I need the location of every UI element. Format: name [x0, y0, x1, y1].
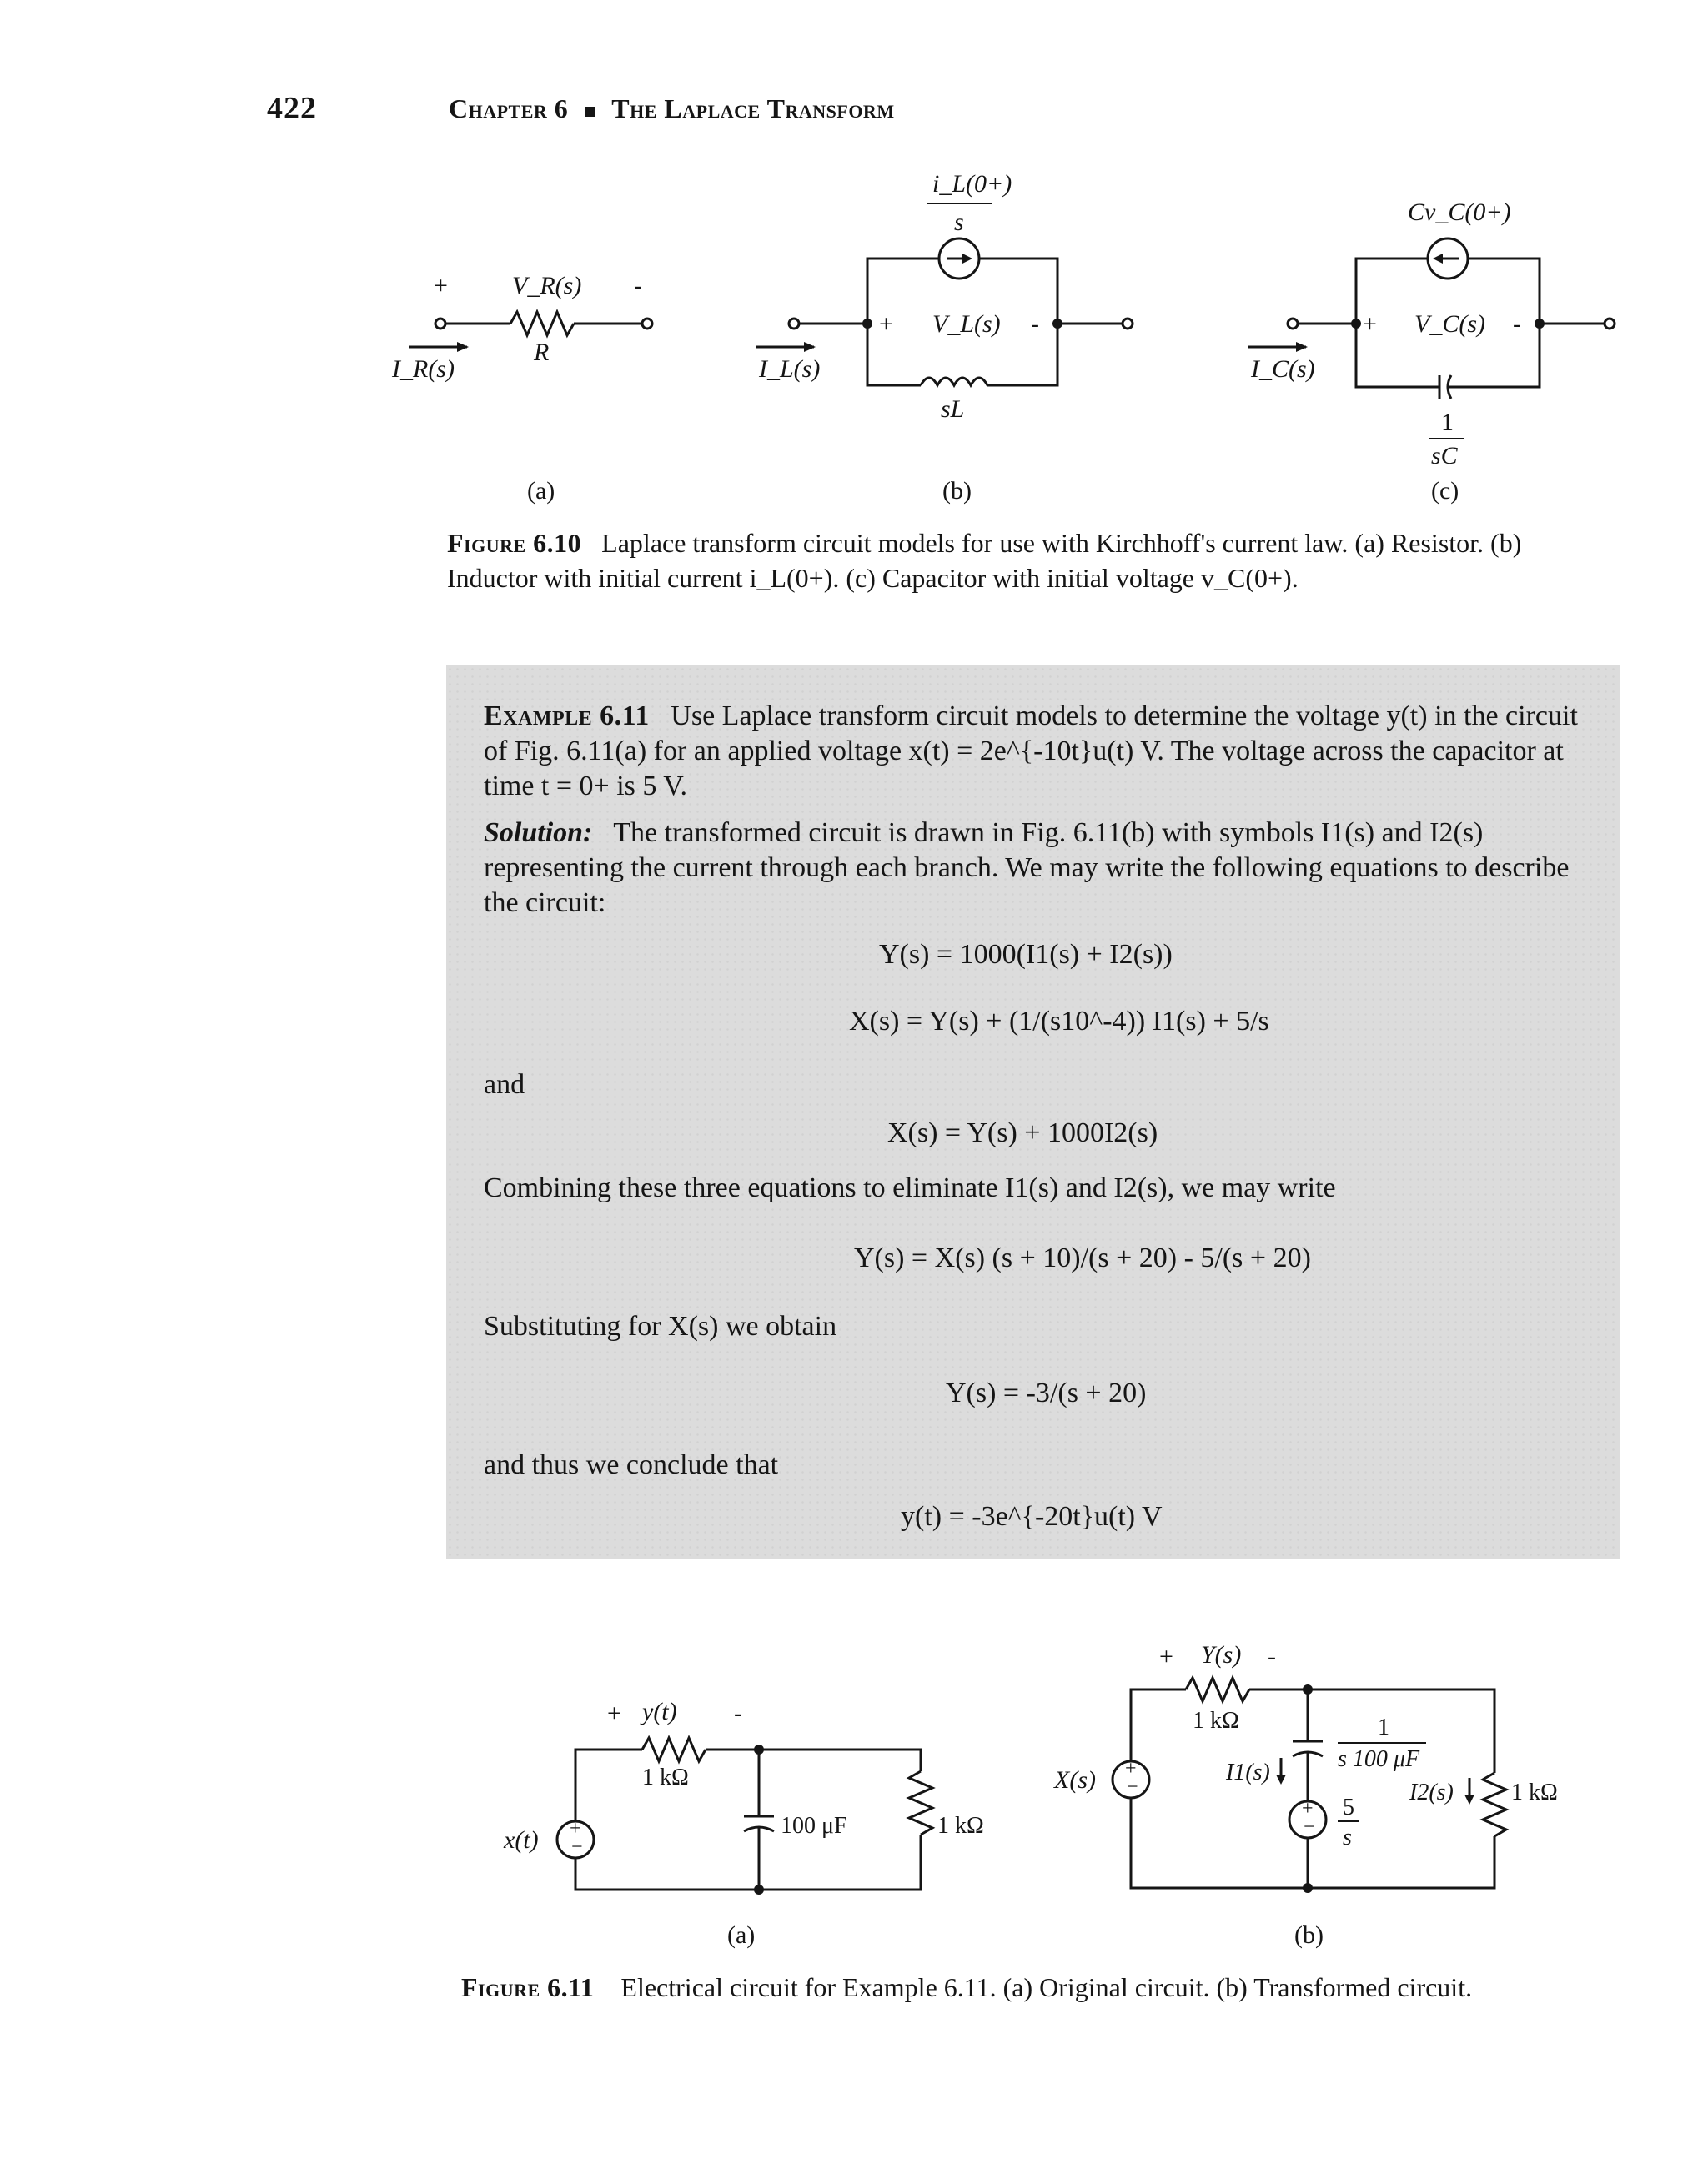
inductor-symbol — [921, 378, 987, 385]
panel-tag: (c) — [1431, 477, 1459, 505]
current-arrow-icon — [1296, 342, 1308, 352]
current-label: I_R(s) — [392, 355, 455, 383]
plus-sign: + — [1159, 1643, 1173, 1670]
current-arrow-icon — [1464, 1795, 1474, 1805]
example-solution — [484, 816, 1585, 921]
resistor-symbol — [510, 312, 574, 335]
svg-text:+: + — [1302, 1798, 1314, 1820]
equation-6: y(t) = -3e^{-20t}u(t) V — [901, 1501, 1163, 1532]
figure-6-10-caption — [447, 525, 1598, 595]
svg-text:−: − — [1304, 1816, 1315, 1838]
substituting-text: Substituting for X(s) we obtain — [484, 1311, 837, 1342]
minus-sign: - — [734, 1700, 742, 1727]
resistor-label: R — [534, 339, 550, 366]
source-label: Cv_C(0+) — [1408, 198, 1511, 226]
impedance-label: sL — [941, 395, 965, 423]
impedance-denominator: sC — [1431, 442, 1458, 469]
fig-6-10-panel-b — [756, 170, 1133, 505]
impedance-numerator: 1 — [1441, 409, 1454, 436]
plus-sign: + — [607, 1700, 621, 1727]
i1-label: I1(s) — [1226, 1760, 1270, 1785]
panel-tag: (a) — [527, 477, 555, 505]
problem-text: Use Laplace transform circuit models to determine the voltage y(t) in the circuit of Fig. 6.11(a) for an applied voltage x(t) = 2e^{-10t}u(t) V. The voltage across the capacitor at time t = 0+ is 5 V. — [484, 700, 1578, 801]
current-arrow-icon — [1276, 1775, 1286, 1785]
page-number: 422 — [267, 91, 317, 126]
output-label: Y(s) — [1201, 1641, 1242, 1669]
solution-label: Solution: — [484, 817, 593, 848]
source-denominator: s — [1343, 1825, 1352, 1850]
fig-6-11-panel-b — [1053, 1641, 1558, 1949]
example-problem — [484, 699, 1585, 804]
source-denominator: s — [954, 208, 964, 236]
minus-sign: - — [1513, 310, 1521, 338]
svg-text:−: − — [1127, 1776, 1138, 1798]
panel-tag: (b) — [1294, 1921, 1324, 1949]
voltage-label: V_L(s) — [932, 310, 1001, 338]
minus-sign: - — [1268, 1643, 1276, 1670]
and-text: and — [484, 1069, 525, 1100]
source-numerator: 5 — [1343, 1795, 1354, 1820]
current-arrow-icon — [457, 342, 469, 352]
figure-6-11-caption — [461, 1970, 1645, 2005]
fig-6-11-panel-a — [503, 1698, 984, 1949]
load-label: 1 kΩ — [1511, 1780, 1558, 1805]
plus-sign: + — [1363, 310, 1377, 338]
voltage-label: V_C(s) — [1414, 310, 1485, 338]
panel-tag: (b) — [942, 477, 972, 505]
resistor-symbol — [1186, 1678, 1249, 1701]
source-label: x(t) — [504, 1826, 539, 1854]
figure-6-10 — [0, 0, 1708, 534]
resistor-label: 1 kΩ — [1193, 1708, 1239, 1734]
caption-text: Laplace transform circuit models for use with Kirchhoff's current law. (a) Resistor. (b) Inductor with initial current i_L(0+). (c) Capacitor with initial voltage v_C(0+). — [447, 528, 1522, 593]
load-resistor-symbol — [1483, 1773, 1506, 1836]
cap-impedance-numerator: 1 — [1378, 1715, 1389, 1740]
svg-text:+: + — [570, 1818, 581, 1840]
current-label: I_L(s) — [759, 355, 821, 383]
source-numerator: i_L(0+) — [932, 170, 1012, 198]
panel-tag: (a) — [727, 1921, 756, 1949]
equation-3: X(s) = Y(s) + 1000I2(s) — [887, 1117, 1158, 1148]
caption-text: Electrical circuit for Example 6.11. (a) Original circuit. (b) Transformed circuit. — [620, 1972, 1473, 2002]
cap-impedance-denominator: s 100 μF — [1338, 1746, 1420, 1772]
example-label: Example 6.11 — [484, 700, 650, 731]
svg-text:+: + — [1125, 1758, 1137, 1780]
minus-sign: - — [1031, 310, 1039, 338]
current-label: I_C(s) — [1251, 355, 1315, 383]
equation-5: Y(s) = -3/(s + 20) — [946, 1378, 1147, 1408]
minus-sign: - — [634, 272, 642, 299]
solution-text: The transformed circuit is drawn in Fig. 6.11(b) with symbols I1(s) and I2(s) representing the current through each branch. We may write the following equations to describe the circuit: — [484, 817, 1570, 918]
plus-sign: + — [434, 272, 448, 299]
equation-2: X(s) = Y(s) + (1/(s10^-4)) I1(s) + 5/s — [849, 1006, 1269, 1037]
svg-text:−: − — [571, 1836, 583, 1858]
figure-6-11 — [0, 1618, 1708, 2001]
resistor-symbol — [642, 1738, 706, 1761]
fig-6-10-panel-a — [391, 272, 652, 505]
load-resistor-symbol — [909, 1771, 932, 1835]
fig-6-10-panel-c — [1248, 198, 1615, 505]
i2-label: I2(s) — [1409, 1780, 1454, 1805]
chapter-title: The Laplace Transform — [611, 93, 895, 123]
resistor-label: 1 kΩ — [642, 1765, 689, 1790]
figure-label: Figure 6.11 — [461, 1972, 595, 2002]
combining-text: Combining these three equations to eliminate I1(s) and I2(s), we may write — [484, 1172, 1336, 1203]
current-arrow-icon — [804, 342, 816, 352]
figure-label: Figure 6.10 — [447, 528, 582, 558]
voltage-label: V_R(s) — [512, 272, 582, 299]
equation-1: Y(s) = 1000(I1(s) + I2(s)) — [879, 939, 1173, 970]
conclusion-text: and thus we conclude that — [484, 1449, 779, 1480]
load-label: 1 kΩ — [937, 1813, 984, 1839]
output-label: y(t) — [642, 1698, 677, 1725]
chapter-label: Chapter 6 — [449, 93, 569, 123]
capacitor-label: 100 μF — [781, 1813, 847, 1839]
equation-4: Y(s) = X(s) (s + 10)/(s + 20) - 5/(s + 20) — [854, 1243, 1311, 1273]
plus-sign: + — [879, 310, 893, 338]
source-label: X(s) — [1054, 1766, 1096, 1794]
